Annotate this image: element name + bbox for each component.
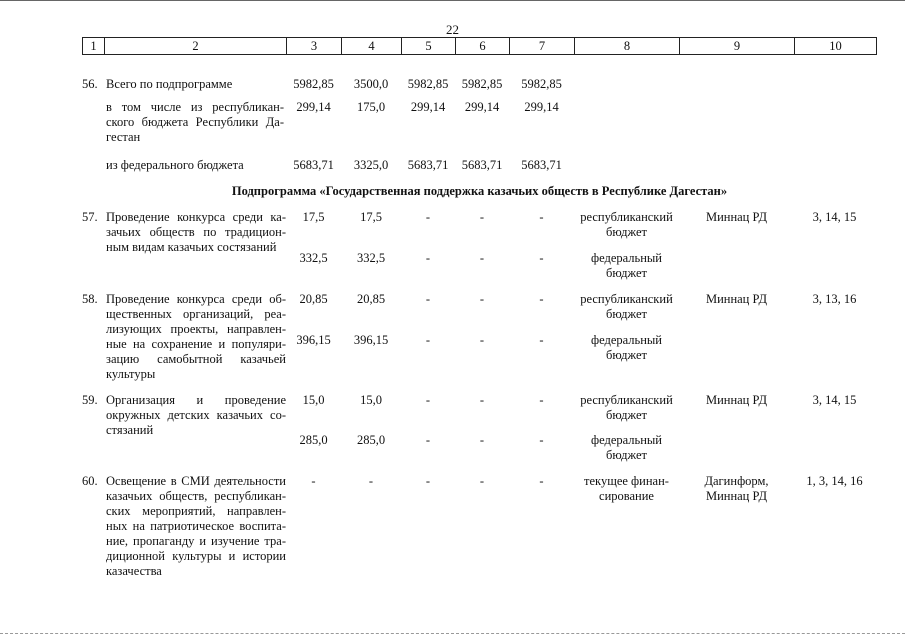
value-col4: 3325,0 bbox=[353, 158, 389, 172]
value-col7: - bbox=[539, 474, 544, 488]
table-header bbox=[82, 37, 877, 55]
value-col3: 17,5 bbox=[302, 210, 325, 224]
row-label: Проведение конкурса среди об-щественных организаций, реа-лизующих проекты, направлен-ные на сохранение и популяри-зацию самобытной казачьей культуры bbox=[106, 292, 286, 381]
funding-source: республиканский бюджет bbox=[580, 393, 673, 422]
top-border bbox=[0, 0, 905, 1]
value-col5: - bbox=[425, 292, 431, 306]
row-number: 58. bbox=[82, 292, 98, 306]
value-col3: 5683,71 bbox=[293, 158, 334, 172]
value-col7: - bbox=[539, 251, 544, 265]
value-col4: 175,0 bbox=[356, 100, 386, 114]
indicators: 3, 14, 15 bbox=[812, 393, 857, 407]
row-label: Организация и проведение окружных детских казачьих со-стязаний bbox=[106, 393, 286, 437]
value-col7: 5683,71 bbox=[521, 158, 562, 172]
indicators: 1, 3, 14, 16 bbox=[806, 474, 863, 488]
subprogram-heading: Подпрограмма «Государственная поддержка казачьих обществ в Республике Дагестан» bbox=[231, 184, 728, 198]
value-col4: 20,85 bbox=[356, 292, 386, 306]
value-col4: 15,0 bbox=[360, 393, 382, 407]
executor: Миннац РД bbox=[705, 210, 768, 224]
value-col5: - bbox=[425, 433, 431, 447]
header-col-6: 6 bbox=[456, 38, 510, 54]
executor: Миннац РД bbox=[705, 292, 768, 306]
value-col4: 396,15 bbox=[353, 333, 389, 347]
bottom-border bbox=[0, 633, 905, 634]
row-number: 56. bbox=[82, 77, 98, 91]
value-col3: 332,5 bbox=[299, 251, 328, 265]
value-col6: 5683,71 bbox=[461, 158, 503, 172]
value-col7: 5982,85 bbox=[521, 77, 562, 91]
value-col3: - bbox=[311, 474, 316, 488]
value-col7: - bbox=[539, 393, 544, 407]
value-col7: - bbox=[539, 433, 544, 447]
value-col6: - bbox=[479, 474, 485, 488]
header-col-3: 3 bbox=[287, 38, 342, 54]
value-col6: - bbox=[479, 210, 485, 224]
executor: Миннац РД bbox=[705, 393, 768, 407]
value-col3: 396,15 bbox=[296, 333, 331, 347]
value-col6: - bbox=[479, 433, 485, 447]
row-label: Всего по подпрограмме bbox=[106, 77, 233, 91]
indicators: 3, 14, 15 bbox=[812, 210, 857, 224]
value-col4: 285,0 bbox=[356, 433, 386, 447]
value-col5: 5683,71 bbox=[407, 158, 449, 172]
value-col5: 299,14 bbox=[410, 100, 446, 114]
value-col7: - bbox=[539, 210, 544, 224]
funding-source: федеральный бюджет bbox=[590, 251, 662, 280]
row-label: Проведение конкурса среди ка-зачьих обществ по традицион-ным видам казачьих состязаний bbox=[106, 210, 286, 254]
value-col3: 285,0 bbox=[299, 433, 328, 447]
row-number: 59. bbox=[82, 393, 98, 407]
funding-source: республиканский бюджет bbox=[580, 210, 673, 239]
row-number: 57. bbox=[82, 210, 98, 224]
value-col4: - bbox=[368, 474, 374, 488]
value-col6: 5982,85 bbox=[461, 77, 503, 91]
row-label: из федерального бюджета bbox=[106, 158, 244, 172]
header-col-1: 1 bbox=[83, 38, 105, 54]
funding-source: федеральный бюджет bbox=[590, 333, 662, 362]
value-col6: - bbox=[479, 393, 485, 407]
indicators: 3, 13, 16 bbox=[812, 292, 857, 306]
row-number: 60. bbox=[82, 474, 98, 488]
page-number: 22 bbox=[446, 22, 459, 37]
value-col3: 15,0 bbox=[302, 393, 325, 407]
value-col6: - bbox=[479, 251, 485, 265]
value-col4: 3500,0 bbox=[353, 77, 389, 91]
value-col6: - bbox=[479, 333, 485, 347]
header-col-2: 2 bbox=[105, 38, 287, 54]
value-col4: 17,5 bbox=[360, 210, 382, 224]
value-col5: 5982,85 bbox=[407, 77, 449, 91]
value-col6: 299,14 bbox=[464, 100, 500, 114]
header-col-4: 4 bbox=[342, 38, 402, 54]
funding-source: федеральный бюджет bbox=[590, 433, 662, 462]
value-col3: 20,85 bbox=[299, 292, 328, 306]
row-label: в том числе из республикан-ского бюджета Республики Да-гестан bbox=[106, 100, 284, 144]
funding-source: текущее финан-сирование bbox=[584, 474, 669, 503]
value-col5: - bbox=[425, 210, 431, 224]
header-col-7: 7 bbox=[510, 38, 575, 54]
row-label: Освещение в СМИ деятельности казачьих обществ, республикан-ских мероприятий, направлен-ных на патриотическое воспита-ние, пропаганду и изучение тра-диционной культуры и истории казачества bbox=[106, 474, 286, 578]
header-col-9: 9 bbox=[680, 38, 795, 54]
value-col7: 299,14 bbox=[524, 100, 559, 114]
value-col7: - bbox=[539, 333, 544, 347]
value-col5: - bbox=[425, 333, 431, 347]
header-col-8: 8 bbox=[575, 38, 680, 54]
funding-source: республиканский бюджет bbox=[580, 292, 673, 321]
value-col3: 5982,85 bbox=[293, 77, 334, 91]
value-col3: 299,14 bbox=[296, 100, 331, 114]
value-col5: - bbox=[425, 393, 431, 407]
header-col-5: 5 bbox=[402, 38, 456, 54]
value-col5: - bbox=[425, 474, 431, 488]
value-col7: - bbox=[539, 292, 544, 306]
value-col5: - bbox=[425, 251, 431, 265]
executor: Дагинформ, Миннац РД bbox=[704, 474, 769, 503]
value-col6: - bbox=[479, 292, 485, 306]
value-col4: 332,5 bbox=[356, 251, 386, 265]
header-col-10: 10 bbox=[829, 39, 842, 53]
